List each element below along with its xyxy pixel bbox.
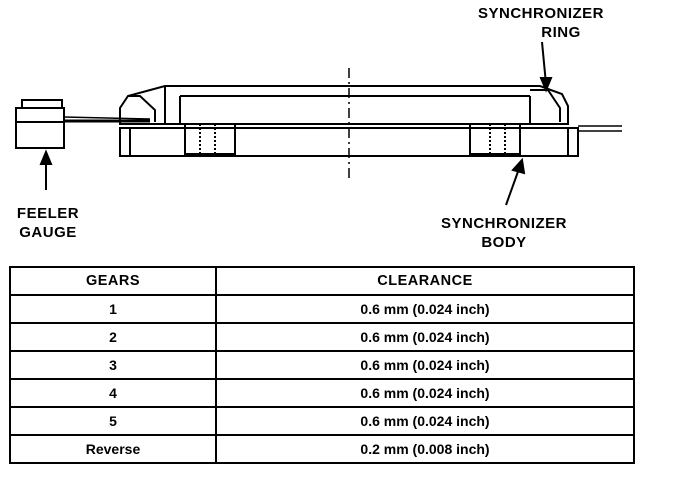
- gear-cell: 2: [10, 323, 216, 351]
- clearance-cell: 0.6 mm (0.024 inch): [216, 295, 634, 323]
- feeler-gauge-label: FEELER GAUGE: [16, 205, 80, 241]
- clearance-cell: 0.6 mm (0.024 inch): [216, 323, 634, 351]
- table-row: [10, 435, 634, 463]
- clearance-table: [9, 266, 635, 464]
- clearance-cell: 0.6 mm (0.024 inch): [216, 351, 634, 379]
- clearance-cell: 0.2 mm (0.008 inch): [216, 435, 634, 463]
- table-row: [10, 295, 634, 323]
- gear-cell: 4: [10, 379, 216, 407]
- clearance-cell: 0.6 mm (0.024 inch): [216, 407, 634, 435]
- gear-cell: Reverse: [10, 435, 216, 463]
- table-row: [10, 323, 634, 351]
- gear-cell: 1: [10, 295, 216, 323]
- table-row: [10, 407, 634, 435]
- gear-cell: 3: [10, 351, 216, 379]
- gear-cell: 5: [10, 407, 216, 435]
- clearance-cell: 0.6 mm (0.024 inch): [216, 379, 634, 407]
- gears-header: GEARS: [10, 267, 216, 295]
- synchronizer-ring-shape: [120, 86, 568, 124]
- clearance-header: CLEARANCE: [216, 267, 634, 295]
- synchronizer-ring-label: SYNCHRONIZER RING: [477, 5, 604, 41]
- table-row: [10, 351, 634, 379]
- synchronizer-body-label: SYNCHRONIZER BODY: [440, 215, 567, 251]
- table-row: [10, 379, 634, 407]
- table-header-row: [10, 267, 634, 295]
